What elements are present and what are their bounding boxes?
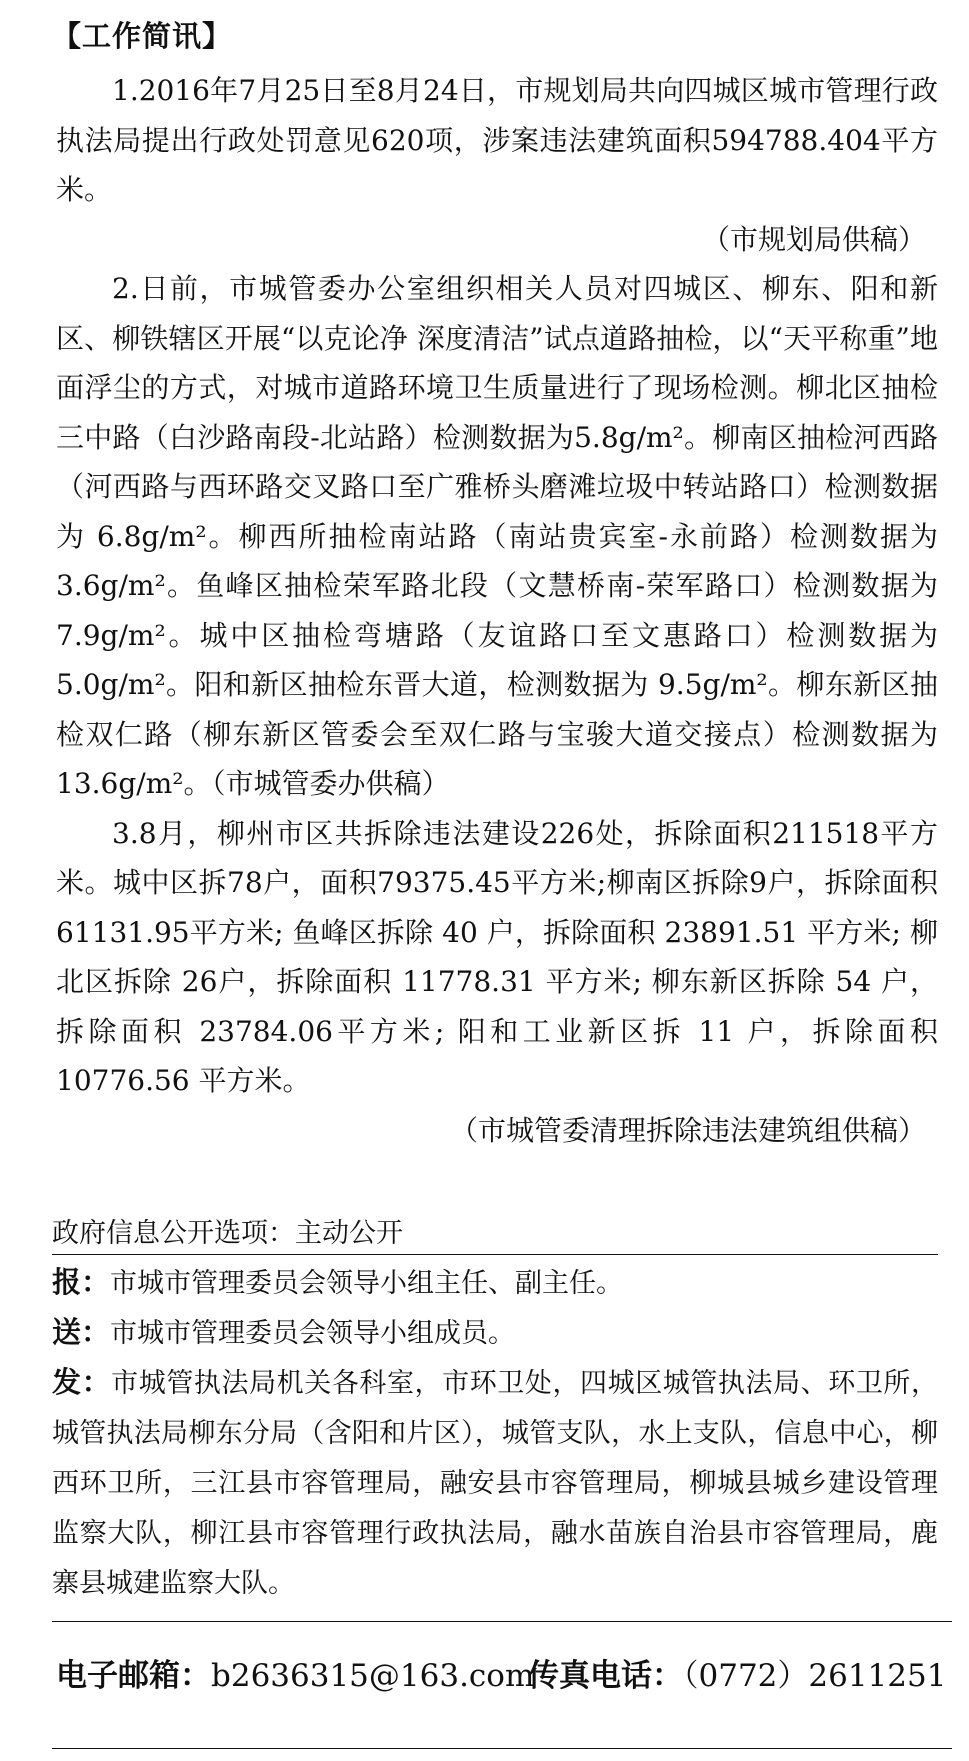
section-title: 【工作简讯】 xyxy=(52,19,233,53)
fax-label: 传真电话： xyxy=(528,1658,683,1694)
email-address: b2636315@163.com xyxy=(211,1658,535,1694)
news-item-2: 2.日前，市城管委办公室组织相关人员对四城区、柳东、阳和新区、柳铁辖区开展“以克论净 深度清洁”试点道路抽检，以“天平称重”地面浮尘的方式，对城市道路环境卫生质量进行了现场检测。柳北区抽检三中路（白沙路南段-北站路）检测数据为5.8g/m²。柳南区抽检河西路（河西路与西环路交叉路口至广雅桥头磨滩垃圾中转站路口）检测数据为 6.8g/m²。柳西所抽检南站路（南站贵宾室-永前路）检测数据为3.6g/m²。鱼峰区抽检荣军路北段（文慧桥南-荣军路口）检测数据为7.9g/m²。城中区抽检弯塘路（友谊路口至文惠路口）检测数据为 5.0g/m²。阳和新区抽检东晋大道，检测数据为 9.5g/m²。柳东新区抽检双仁路（柳东新区管委会至双仁路与宝骏大道交接点）检测数据为13.6g/m²。（市城管委办供稿） xyxy=(56,272,938,800)
distribution-report-label: 报： xyxy=(52,1265,111,1299)
email-label: 电子邮箱： xyxy=(56,1658,211,1694)
distribution-send-text: 市城市管理委员会领导小组成员。 xyxy=(110,1318,516,1349)
news-item-1-source: （市规划局供稿） xyxy=(701,222,926,256)
disclosure-option: 政府信息公开选项：主动公开 xyxy=(52,1214,938,1255)
news-item-3-source: （市城管委清理拆除违法建筑组供稿） xyxy=(449,1113,926,1147)
distribution-send xyxy=(52,1307,938,1359)
contact-fax xyxy=(528,1651,946,1701)
distribution-report xyxy=(52,1257,938,1309)
contact-email xyxy=(56,1651,534,1701)
news-item-1: 1.2016年7月25日至8月24日，市规划局共向四城区城市管理行政执法局提出行政处罚意见620项，涉案违法建筑面积594788.404平方米。 xyxy=(56,74,938,206)
fax-number: （0772）2611251 xyxy=(683,1658,947,1694)
distribution-issue-label: 发： xyxy=(52,1365,112,1399)
divider-bottom xyxy=(52,1748,952,1749)
distribution-report-text: 市城市管理委员会领导小组主任、副主任。 xyxy=(110,1268,624,1299)
news-item-3: 3.8月，柳州市区共拆除违法建设226处，拆除面积211518平方米。城中区拆78户，面积79375.45平方米;柳南区拆除9户，拆除面积61131.95平方米; 鱼峰区拆除 40 户，拆除面积 23891.51 平方米; 柳北区拆除 26户，拆除面积 11778.31 平方米; 柳东新区拆除 54 户，拆除面积 23784.06平方米; 阳和工业新区拆 11 户，拆除面积 10776.56 平方米。 xyxy=(56,816,938,1097)
distribution-issue xyxy=(52,1357,938,1609)
distribution-send-label: 送： xyxy=(52,1315,111,1349)
divider-top xyxy=(52,1621,952,1622)
distribution-issue-text: 市城管执法局机关各科室，市环卫处，四城区城管执法局、环卫所，城管执法局柳东分局（含阳和片区），城管支队，水上支队，信息中心，柳西环卫所，三江县市容管理局，融安县市容管理局，柳城县城乡建设管理监察大队，柳江县市容管理行政执法局，融水苗族自治县市容管理局，鹿寨县城建监察大队。 xyxy=(52,1368,938,1599)
news-body xyxy=(56,66,938,1155)
